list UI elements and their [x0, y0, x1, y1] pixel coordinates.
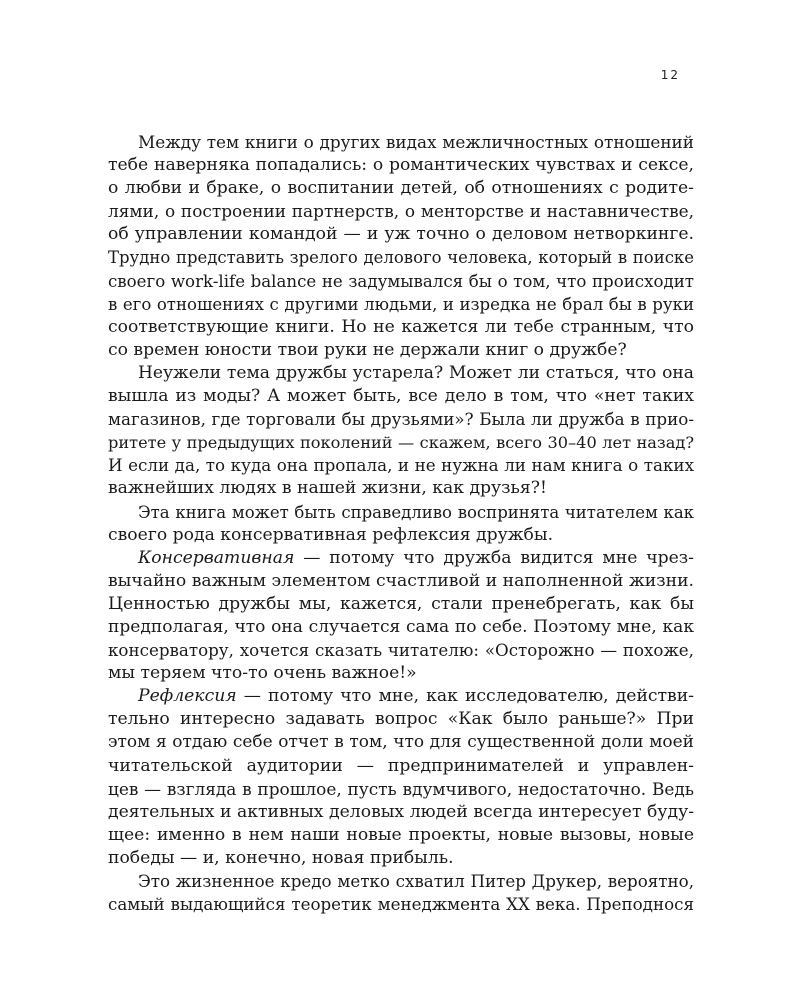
- text-line: читательской аудитории — предпринимателей и управлен-: [108, 755, 694, 776]
- text-line: деятельных и активных деловых людей всегда интересует буду-: [108, 801, 694, 822]
- paragraph: [108, 870, 694, 916]
- text-line: в его отношениях с другими людьми, и изредка не брал бы в руки: [108, 294, 694, 314]
- paragraph: [108, 685, 694, 870]
- text-line: [108, 685, 694, 708]
- text-line: Это жизненное кредо метко схватил Питер Друкер, вероятно,: [138, 871, 694, 891]
- text-line: Между тем книги о других видах межличностных отношений: [138, 132, 694, 152]
- paragraph: [108, 362, 694, 501]
- text-line: [108, 547, 694, 570]
- paragraph: [108, 547, 694, 686]
- text-line: цев — взгляда в прошлое, пусть вдумчивого, недостаточно. Ведь: [108, 778, 694, 799]
- text-line: Трудно представить зрелого делового человека, который в поиске: [108, 248, 694, 268]
- text-line: о любви и браке, о воспитании детей, об отношениях с родите-: [108, 178, 694, 199]
- text-line: Неужели тема дружбы устарела? Может ли статься, что она: [138, 362, 694, 383]
- text-line: вышла из моды? А может быть, все дело в том, что «нет таких: [108, 386, 694, 407]
- text-line: своего рода консервативная рефлексия дружбы.: [108, 524, 554, 545]
- body-text: [108, 131, 694, 916]
- page-number: 12: [660, 68, 680, 82]
- paragraph: [108, 501, 694, 547]
- text-line: своего work-life balance не задумывался бы о том, что происходит: [108, 271, 694, 291]
- text-line: И если да, то куда она пропала, и не нужна ли нам книга о таких: [108, 455, 694, 476]
- text-line: этом я отдаю себе отчет в том, что для существенной доли моей: [108, 732, 694, 753]
- paragraph: [108, 131, 694, 362]
- text-line: важнейших людях в нашей жизни, как друзья?!: [108, 478, 547, 499]
- text-line: Эта книга может быть справедливо воспринята читателем как: [138, 502, 694, 522]
- italic-term: Рефлексия: [138, 686, 237, 707]
- text-line: Ценностью дружбы мы, кажется, стали пренебрегать, как бы: [108, 593, 694, 614]
- italic-term: Консервативная: [138, 547, 295, 568]
- text-line: консерватору, хочется сказать читателю: «Осторожно — похоже,: [108, 641, 694, 661]
- text-line: ритете у предыдущих поколений — скажем, всего 30–40 лет назад?: [108, 433, 694, 453]
- text-line: лями, о построении партнерств, о менторстве и наставничестве,: [108, 201, 694, 222]
- text-line: магазинов, где торговали бы друзьями»? Была ли дружба в прио-: [108, 409, 694, 430]
- text-line: вычайно важным элементом счастливой и наполненной жизни.: [108, 570, 694, 591]
- text-line: щее: именно в нем наши новые проекты, новые вызовы, новые: [108, 824, 694, 845]
- text-line: мы теряем что-то очень важное!»: [108, 663, 417, 684]
- text-line: тельно интересно задавать вопрос «Как было раньше?» При: [108, 709, 694, 730]
- text-line: победы — и, конечно, новая прибыль.: [108, 847, 454, 868]
- text-line: самый выдающийся теоретик менеджмента XX века. Преподнося: [108, 894, 694, 915]
- text-line: соответствующие книги. Но не кажется ли тебе странным, что: [108, 316, 694, 337]
- text-line: предполагая, что она случается сама по себе. Поэтому мне, как: [108, 616, 694, 637]
- text-line: об управлении командой — и уж точно о деловом нетворкинге.: [108, 224, 694, 245]
- text-line-rest: — потому что дружба видится мне чрез-: [294, 547, 694, 568]
- text-line: со времен юности твои руки не держали книг о дружбе?: [108, 339, 627, 360]
- text-line-rest: — потому что мне, как исследователю, действи-: [236, 686, 694, 707]
- text-line: тебе наверняка попадались: о романтических чувствах и сексе,: [108, 155, 694, 176]
